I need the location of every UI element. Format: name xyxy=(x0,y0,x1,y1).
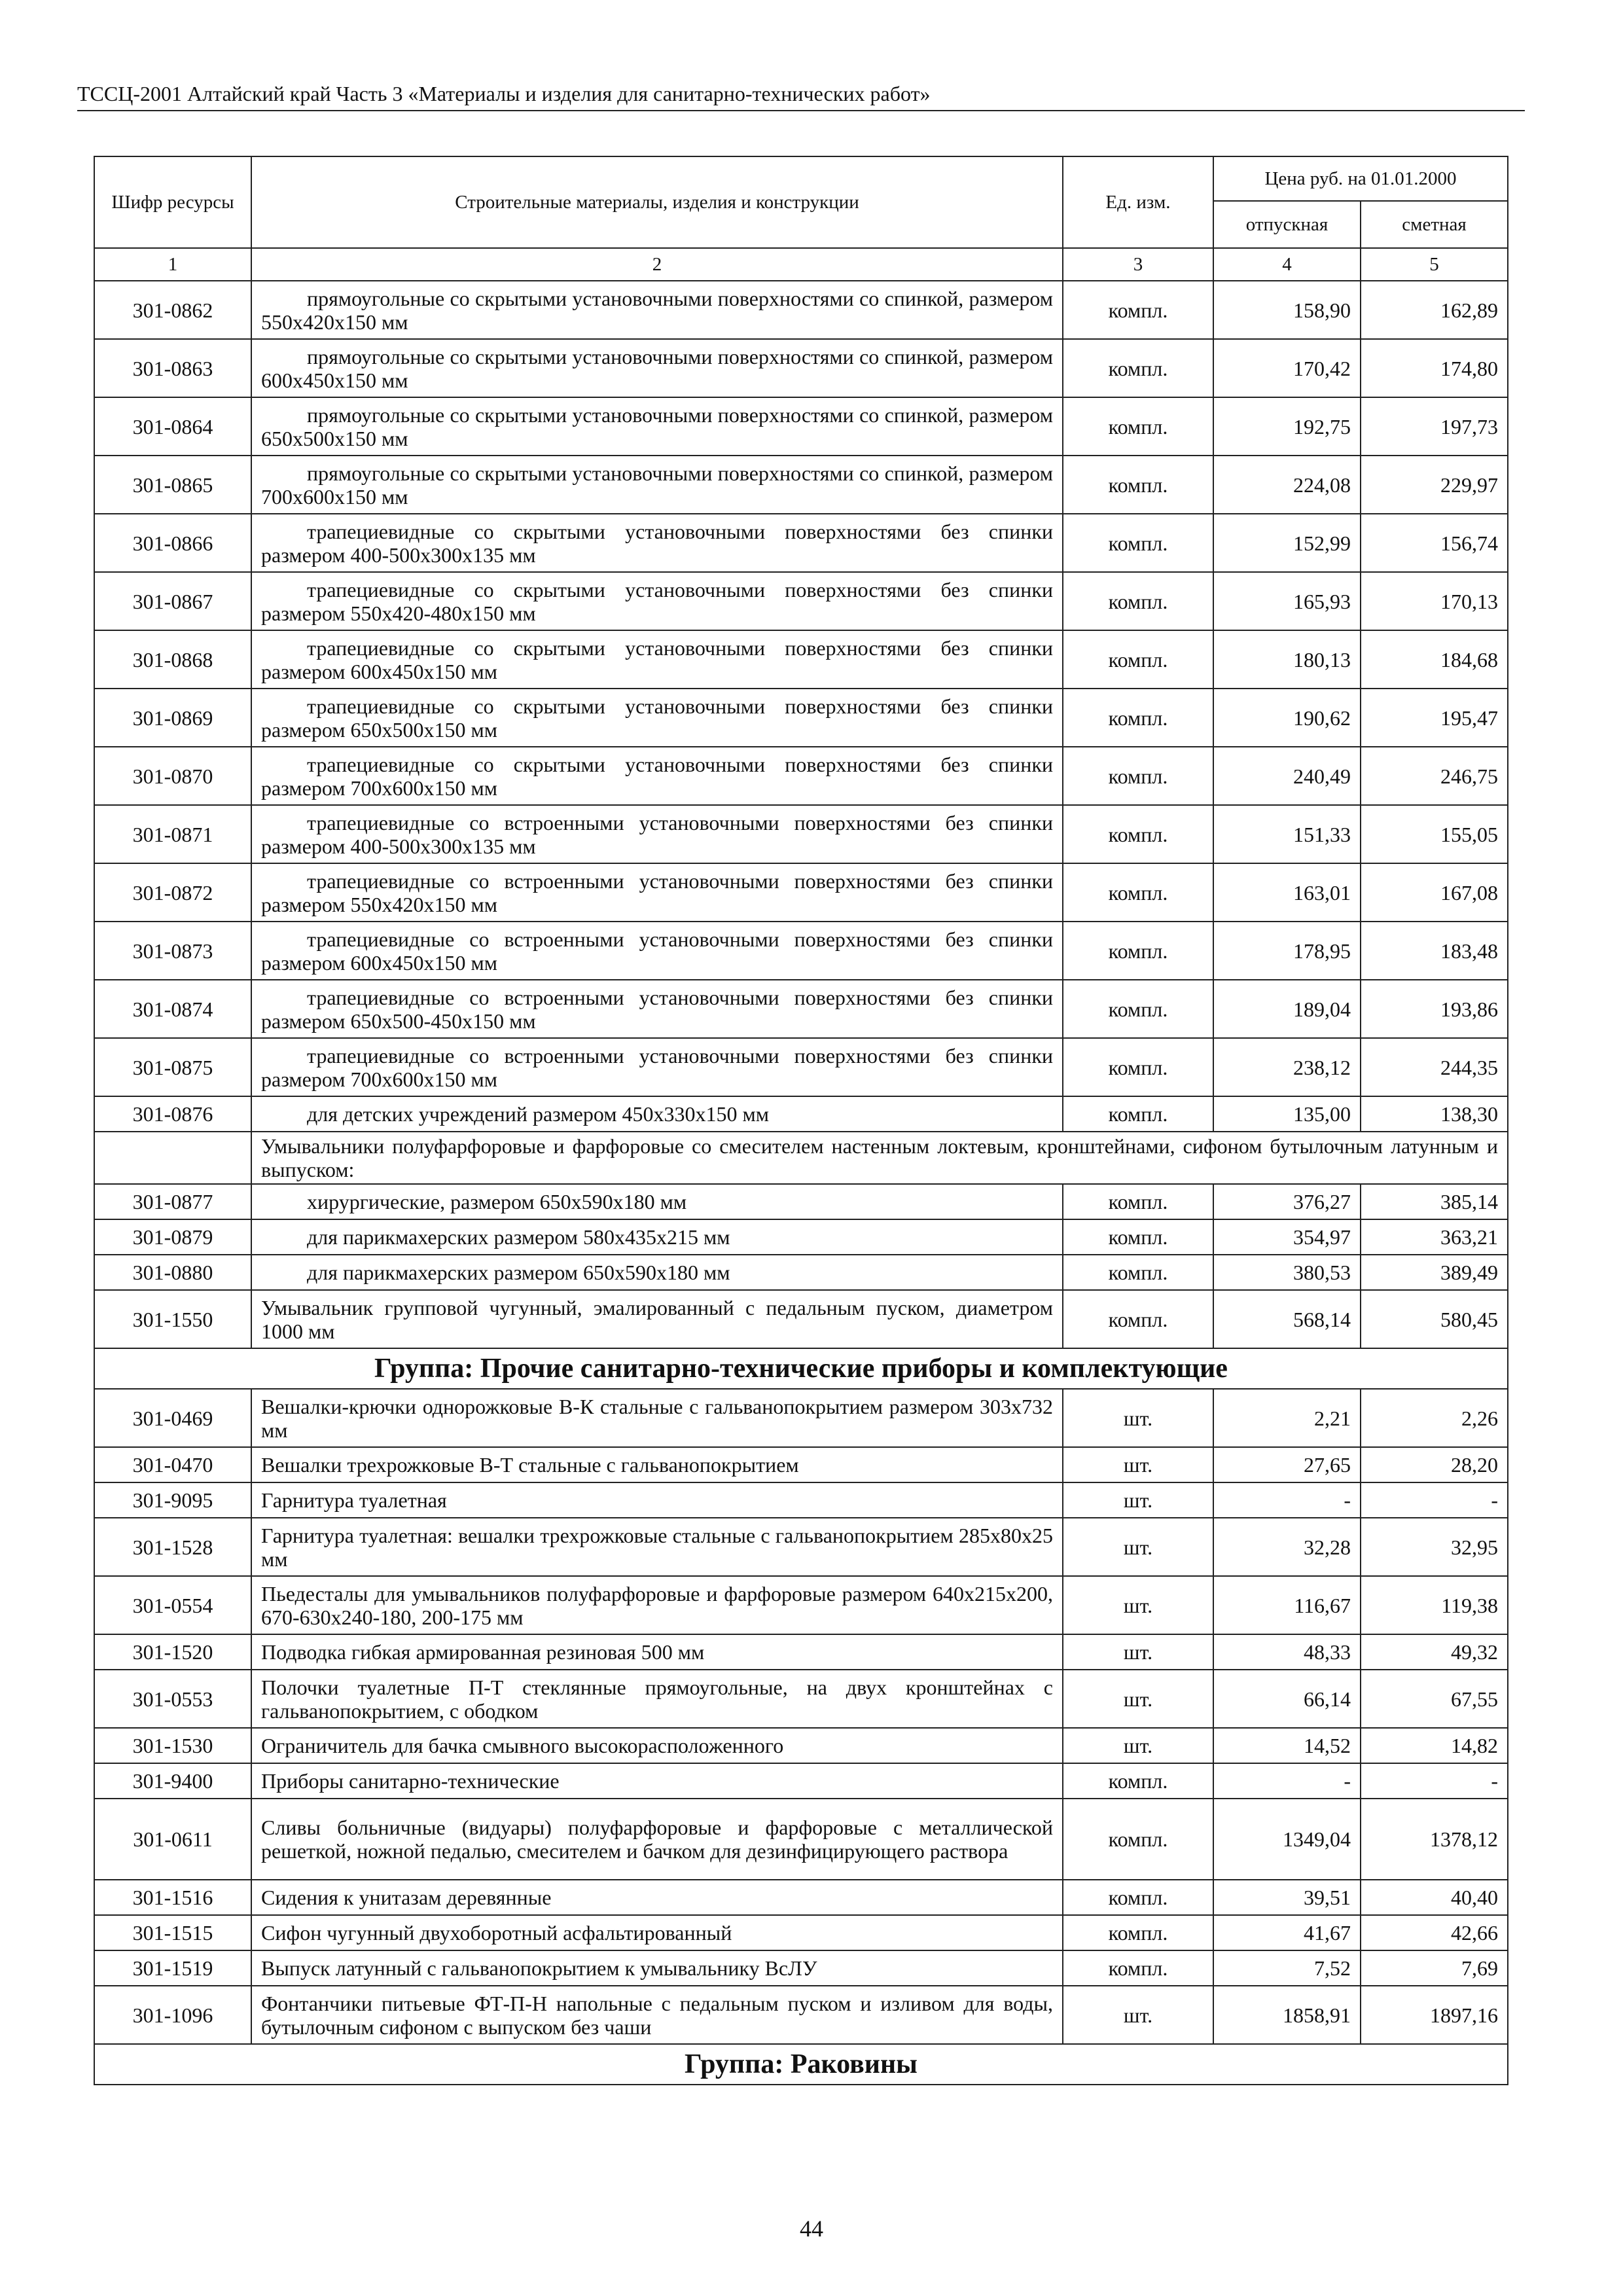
row-code: 301-0866 xyxy=(94,514,251,572)
row-code: 301-0865 xyxy=(94,456,251,514)
row-code: 301-0469 xyxy=(94,1389,251,1447)
row-unit: компл. xyxy=(1063,514,1213,572)
row-description: прямоугольные со скрытыми установочными поверхностями со спинкой, размером 650x500x150 мм xyxy=(251,397,1063,456)
row-description: трапециевидные со встроенными установочными поверхностями без спинки размером 700x600x150 мм xyxy=(251,1038,1063,1096)
column-number-row xyxy=(94,248,1508,281)
row-code: 301-1550 xyxy=(94,1290,251,1348)
row-description: Пьедесталы для умывальников полуфарфоровые и фарфоровые размером 640x215x200, 670-630x240-180, 200-175 мм xyxy=(251,1576,1063,1634)
table-row xyxy=(94,1799,1508,1880)
table-row xyxy=(94,339,1508,397)
row-code: 301-0869 xyxy=(94,689,251,747)
column-number: 5 xyxy=(1361,248,1508,281)
row-description: хирургические, размером 650x590x180 мм xyxy=(251,1184,1063,1219)
row-release-price: 2,21 xyxy=(1213,1389,1361,1447)
row-release-price: 152,99 xyxy=(1213,514,1361,572)
row-release-price: 158,90 xyxy=(1213,281,1361,339)
row-code: 301-9400 xyxy=(94,1763,251,1799)
row-release-price: 189,04 xyxy=(1213,980,1361,1038)
row-estimate-price: 7,69 xyxy=(1361,1950,1508,1986)
table-row xyxy=(94,1038,1508,1096)
row-code: 301-1519 xyxy=(94,1950,251,1986)
row-estimate-price: 170,13 xyxy=(1361,572,1508,630)
row-description: трапециевидные со встроенными установочными поверхностями без спинки размером 400-500x300x135 мм xyxy=(251,805,1063,863)
row-description: трапециевидные со встроенными установочными поверхностями без спинки размером 600x450x150 мм xyxy=(251,922,1063,980)
row-estimate-price: 49,32 xyxy=(1361,1634,1508,1670)
row-release-price: 39,51 xyxy=(1213,1880,1361,1915)
row-description: для парикмахерских размером 650x590x180 мм xyxy=(251,1255,1063,1290)
row-unit: компл. xyxy=(1063,805,1213,863)
row-estimate-price: 155,05 xyxy=(1361,805,1508,863)
row-code: 301-1096 xyxy=(94,1986,251,2044)
row-release-price: 178,95 xyxy=(1213,922,1361,980)
row-release-price: 48,33 xyxy=(1213,1634,1361,1670)
row-estimate-price: 385,14 xyxy=(1361,1184,1508,1219)
row-unit: компл. xyxy=(1063,863,1213,922)
row-estimate-price: 40,40 xyxy=(1361,1880,1508,1915)
table-row xyxy=(94,805,1508,863)
header-code: Шифр ресурсы xyxy=(94,156,251,248)
table-row xyxy=(94,1184,1508,1219)
row-estimate-price: 195,47 xyxy=(1361,689,1508,747)
header-name: Строительные материалы, изделия и конструкции xyxy=(251,156,1063,248)
row-description: Выпуск латунный с гальванопокрытием к умывальнику ВсЛУ xyxy=(251,1950,1063,1986)
row-estimate-price: 32,95 xyxy=(1361,1518,1508,1576)
row-unit: компл. xyxy=(1063,456,1213,514)
column-number: 3 xyxy=(1063,248,1213,281)
table-row xyxy=(94,1290,1508,1348)
row-estimate-price: 246,75 xyxy=(1361,747,1508,805)
row-estimate-price: 197,73 xyxy=(1361,397,1508,456)
row-code: 301-9095 xyxy=(94,1482,251,1518)
table-row xyxy=(94,1389,1508,1447)
table-row xyxy=(94,456,1508,514)
row-code: 301-0880 xyxy=(94,1255,251,1290)
row-unit: компл. xyxy=(1063,1763,1213,1799)
row-code: 301-1520 xyxy=(94,1634,251,1670)
price-table xyxy=(94,156,1508,2085)
table-row xyxy=(94,1728,1508,1763)
table-row xyxy=(94,397,1508,456)
table-row xyxy=(94,1634,1508,1670)
row-release-price: 1858,91 xyxy=(1213,1986,1361,2044)
table-row xyxy=(94,630,1508,689)
table-row xyxy=(94,1447,1508,1482)
table-row xyxy=(94,863,1508,922)
table-row xyxy=(94,1763,1508,1799)
row-release-price: 135,00 xyxy=(1213,1096,1361,1132)
row-code: 301-1528 xyxy=(94,1518,251,1576)
row-code: 301-0875 xyxy=(94,1038,251,1096)
empty-code-cell xyxy=(94,1132,251,1184)
row-code: 301-0867 xyxy=(94,572,251,630)
row-code: 301-0611 xyxy=(94,1799,251,1880)
row-description: Умывальник групповой чугунный, эмалированный с педальным пуском, диаметром 1000 мм xyxy=(251,1290,1063,1348)
row-unit: компл. xyxy=(1063,397,1213,456)
row-release-price: 163,01 xyxy=(1213,863,1361,922)
row-estimate-price: - xyxy=(1361,1763,1508,1799)
row-release-price: 165,93 xyxy=(1213,572,1361,630)
table-row xyxy=(94,980,1508,1038)
row-estimate-price: 138,30 xyxy=(1361,1096,1508,1132)
rows-section-a xyxy=(94,281,1508,1132)
row-release-price: 14,52 xyxy=(1213,1728,1361,1763)
row-release-price: 238,12 xyxy=(1213,1038,1361,1096)
table-row xyxy=(94,1986,1508,2044)
row-estimate-price: 174,80 xyxy=(1361,339,1508,397)
row-code: 301-0868 xyxy=(94,630,251,689)
row-description: трапециевидные со скрытыми установочными поверхностями без спинки размером 550x420-480x150 мм xyxy=(251,572,1063,630)
table-row xyxy=(94,1670,1508,1728)
row-code: 301-0873 xyxy=(94,922,251,980)
row-description: прямоугольные со скрытыми установочными поверхностями со спинкой, размером 700x600x150 мм xyxy=(251,456,1063,514)
table-row xyxy=(94,922,1508,980)
row-code: 301-0864 xyxy=(94,397,251,456)
row-release-price: 354,97 xyxy=(1213,1219,1361,1255)
row-release-price: 27,65 xyxy=(1213,1447,1361,1482)
row-release-price: 240,49 xyxy=(1213,747,1361,805)
row-unit: компл. xyxy=(1063,1950,1213,1986)
column-number: 4 xyxy=(1213,248,1361,281)
row-description: Приборы санитарно-технические xyxy=(251,1763,1063,1799)
row-unit: компл. xyxy=(1063,1184,1213,1219)
row-unit: шт. xyxy=(1063,1389,1213,1447)
row-code: 301-1516 xyxy=(94,1880,251,1915)
page-number: 44 xyxy=(800,2215,823,2242)
table-row xyxy=(94,1096,1508,1132)
row-estimate-price: - xyxy=(1361,1482,1508,1518)
column-number: 1 xyxy=(94,248,251,281)
row-unit: компл. xyxy=(1063,1096,1213,1132)
group-title: Группа: Прочие санитарно-технические приборы и комплектующие xyxy=(94,1348,1508,1389)
row-description: для парикмахерских размером 580x435x215 мм xyxy=(251,1219,1063,1255)
row-estimate-price: 162,89 xyxy=(1361,281,1508,339)
row-release-price: 380,53 xyxy=(1213,1255,1361,1290)
row-description: трапециевидные со скрытыми установочными поверхностями без спинки размером 650x500x150 мм xyxy=(251,689,1063,747)
row-description: Сливы больничные (видуары) полуфарфоровые и фарфоровые с металлической решеткой, ножной педалью, смесителем и бачком для дезинфицирующего раствора xyxy=(251,1799,1063,1880)
row-description: прямоугольные со скрытыми установочными поверхностями со спинкой, размером 600x450x150 мм xyxy=(251,339,1063,397)
row-unit: компл. xyxy=(1063,1038,1213,1096)
row-description: прямоугольные со скрытыми установочными поверхностями со спинкой, размером 550x420x150 мм xyxy=(251,281,1063,339)
row-estimate-price: 156,74 xyxy=(1361,514,1508,572)
header-release-price: отпускная xyxy=(1213,201,1361,248)
row-release-price: 32,28 xyxy=(1213,1518,1361,1576)
group-row xyxy=(94,1348,1508,1389)
header-price: Цена руб. на 01.01.2000 xyxy=(1213,156,1508,201)
row-description: трапециевидные со скрытыми установочными поверхностями без спинки размером 600x450x150 мм xyxy=(251,630,1063,689)
row-description: Сидения к унитазам деревянные xyxy=(251,1880,1063,1915)
row-description: трапециевидные со скрытыми установочными поверхностями без спинки размером 400-500x300x135 мм xyxy=(251,514,1063,572)
row-description: Гарнитура туалетная: вешалки трехрожковые стальные с гальванопокрытием 285x80x25 мм xyxy=(251,1518,1063,1576)
section-note-row xyxy=(94,1132,1508,1184)
header-estimate-price: сметная xyxy=(1361,201,1508,248)
column-number: 2 xyxy=(251,248,1063,281)
row-estimate-price: 167,08 xyxy=(1361,863,1508,922)
row-code: 301-0877 xyxy=(94,1184,251,1219)
row-code: 301-0874 xyxy=(94,980,251,1038)
table-row xyxy=(94,1482,1508,1518)
row-estimate-price: 14,82 xyxy=(1361,1728,1508,1763)
row-estimate-price: 193,86 xyxy=(1361,980,1508,1038)
row-estimate-price: 67,55 xyxy=(1361,1670,1508,1728)
row-estimate-price: 183,48 xyxy=(1361,922,1508,980)
table-row xyxy=(94,514,1508,572)
row-description: для детских учреждений размером 450x330x150 мм xyxy=(251,1096,1063,1132)
row-unit: шт. xyxy=(1063,1670,1213,1728)
row-description: Полочки туалетные П-Т стеклянные прямоугольные, на двух кронштейнах с гальванопокрытием, с ободком xyxy=(251,1670,1063,1728)
row-code: 301-0863 xyxy=(94,339,251,397)
row-release-price: 376,27 xyxy=(1213,1184,1361,1219)
row-estimate-price: 580,45 xyxy=(1361,1290,1508,1348)
row-unit: компл. xyxy=(1063,1255,1213,1290)
table-row xyxy=(94,1880,1508,1915)
row-release-price: 41,67 xyxy=(1213,1915,1361,1950)
table-row xyxy=(94,747,1508,805)
row-unit: шт. xyxy=(1063,1634,1213,1670)
row-description: трапециевидные со встроенными установочными поверхностями без спинки размером 650x500-450x150 мм xyxy=(251,980,1063,1038)
row-unit: компл. xyxy=(1063,630,1213,689)
row-code: 301-1530 xyxy=(94,1728,251,1763)
row-description: Вешалки-крючки однорожковые В-К стальные с гальванопокрытием размером 303x732 мм xyxy=(251,1389,1063,1447)
row-unit: компл. xyxy=(1063,339,1213,397)
row-estimate-price: 389,49 xyxy=(1361,1255,1508,1290)
row-release-price: - xyxy=(1213,1763,1361,1799)
row-unit: компл. xyxy=(1063,281,1213,339)
row-description: Вешалки трехрожковые В-Т стальные с гальванопокрытием xyxy=(251,1447,1063,1482)
row-unit: компл. xyxy=(1063,1290,1213,1348)
row-estimate-price: 1378,12 xyxy=(1361,1799,1508,1880)
row-unit: компл. xyxy=(1063,1880,1213,1915)
row-code: 301-0879 xyxy=(94,1219,251,1255)
row-description: Сифон чугунный двухоборотный асфальтированный xyxy=(251,1915,1063,1950)
row-release-price: 180,13 xyxy=(1213,630,1361,689)
row-code: 301-0553 xyxy=(94,1670,251,1728)
table-row xyxy=(94,1576,1508,1634)
group-title: Группа: Раковины xyxy=(94,2044,1508,2085)
table-row xyxy=(94,689,1508,747)
section-note: Умывальники полуфарфоровые и фарфоровые со смесителем настенным локтевым, кронштейнами, сифоном бутылочным латунным и выпуском: xyxy=(251,1132,1508,1184)
table-row xyxy=(94,1915,1508,1950)
row-description: Гарнитура туалетная xyxy=(251,1482,1063,1518)
row-estimate-price: 2,26 xyxy=(1361,1389,1508,1447)
row-code: 301-0872 xyxy=(94,863,251,922)
row-estimate-price: 363,21 xyxy=(1361,1219,1508,1255)
row-estimate-price: 244,35 xyxy=(1361,1038,1508,1096)
table-row xyxy=(94,572,1508,630)
row-release-price: 151,33 xyxy=(1213,805,1361,863)
table-row xyxy=(94,281,1508,339)
row-code: 301-0870 xyxy=(94,747,251,805)
row-release-price: 568,14 xyxy=(1213,1290,1361,1348)
row-release-price: 66,14 xyxy=(1213,1670,1361,1728)
row-description: трапециевидные со встроенными установочными поверхностями без спинки размером 550x420x150 мм xyxy=(251,863,1063,922)
row-description: Фонтанчики питьевые ФТ-П-Н напольные с педальным пуском и изливом для воды, бутылочным сифоном с выпуском без чаши xyxy=(251,1986,1063,2044)
row-unit: шт. xyxy=(1063,1576,1213,1634)
row-estimate-price: 42,66 xyxy=(1361,1915,1508,1950)
row-unit: компл. xyxy=(1063,1915,1213,1950)
row-code: 301-1515 xyxy=(94,1915,251,1950)
row-code: 301-0470 xyxy=(94,1447,251,1482)
group-row xyxy=(94,2044,1508,2085)
table-row xyxy=(94,1219,1508,1255)
row-estimate-price: 1897,16 xyxy=(1361,1986,1508,2044)
row-code: 301-0554 xyxy=(94,1576,251,1634)
row-unit: компл. xyxy=(1063,1219,1213,1255)
row-release-price: 1349,04 xyxy=(1213,1799,1361,1880)
table-row xyxy=(94,1255,1508,1290)
row-description: Подводка гибкая армированная резиновая 500 мм xyxy=(251,1634,1063,1670)
row-estimate-price: 184,68 xyxy=(1361,630,1508,689)
row-release-price: 7,52 xyxy=(1213,1950,1361,1986)
row-unit: компл. xyxy=(1063,922,1213,980)
row-unit: компл. xyxy=(1063,1799,1213,1880)
row-description: трапециевидные со скрытыми установочными поверхностями без спинки размером 700x600x150 мм xyxy=(251,747,1063,805)
row-release-price: 116,67 xyxy=(1213,1576,1361,1634)
row-release-price: - xyxy=(1213,1482,1361,1518)
rows-section-b xyxy=(94,1184,1508,1348)
row-unit: шт. xyxy=(1063,1728,1213,1763)
row-release-price: 190,62 xyxy=(1213,689,1361,747)
row-unit: компл. xyxy=(1063,980,1213,1038)
row-code: 301-0871 xyxy=(94,805,251,863)
table-row xyxy=(94,1950,1508,1986)
row-release-price: 224,08 xyxy=(1213,456,1361,514)
row-code: 301-0862 xyxy=(94,281,251,339)
row-release-price: 192,75 xyxy=(1213,397,1361,456)
page-header-title: ТССЦ-2001 Алтайский край Часть 3 «Материалы и изделия для санитарно-технических работ» xyxy=(77,77,1525,111)
row-unit: компл. xyxy=(1063,689,1213,747)
row-estimate-price: 28,20 xyxy=(1361,1447,1508,1482)
row-unit: компл. xyxy=(1063,572,1213,630)
row-unit: шт. xyxy=(1063,1482,1213,1518)
row-release-price: 170,42 xyxy=(1213,339,1361,397)
header-unit: Ед. изм. xyxy=(1063,156,1213,248)
row-unit: шт. xyxy=(1063,1447,1213,1482)
table-row xyxy=(94,1518,1508,1576)
row-estimate-price: 119,38 xyxy=(1361,1576,1508,1634)
rows-section-c xyxy=(94,1389,1508,2044)
row-estimate-price: 229,97 xyxy=(1361,456,1508,514)
row-unit: компл. xyxy=(1063,747,1213,805)
row-code: 301-0876 xyxy=(94,1096,251,1132)
row-description: Ограничитель для бачка смывного высокорасположенного xyxy=(251,1728,1063,1763)
row-unit: шт. xyxy=(1063,1518,1213,1576)
row-unit: шт. xyxy=(1063,1986,1213,2044)
